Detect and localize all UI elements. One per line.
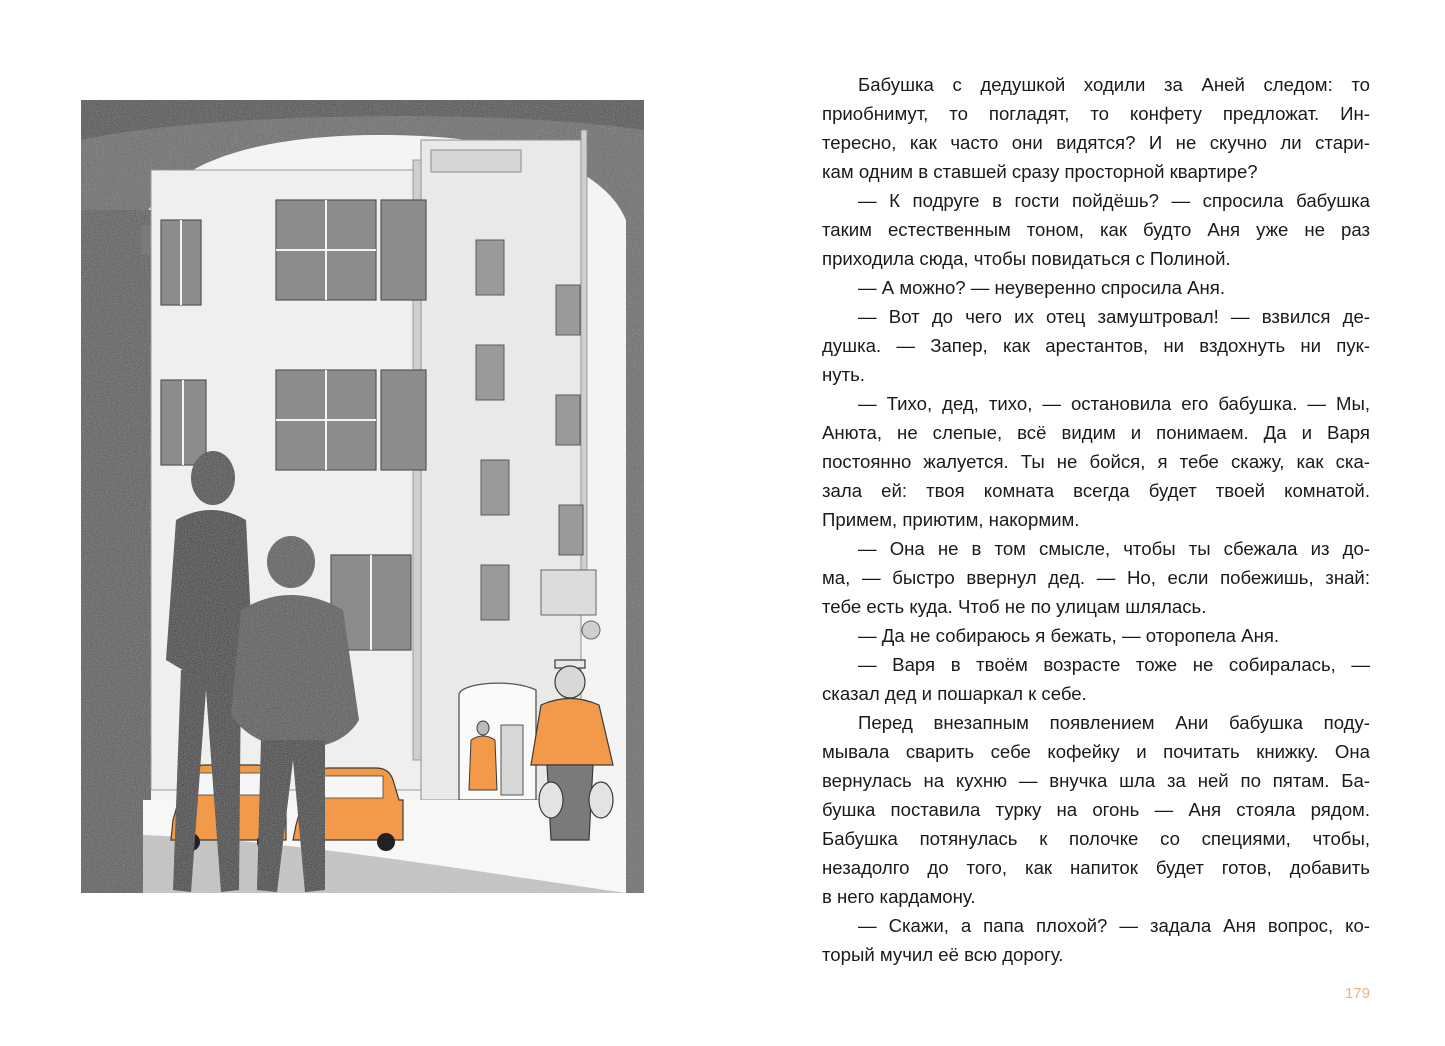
text-line: тебе есть куда. Чтоб не по улицам шлялась.	[822, 596, 1207, 617]
text-line: постоянно жалуется. Ты не бойся, я тебе скажу, как ска-	[822, 451, 1370, 472]
text-line: — Да не собираюсь я бежать, — оторопела Аня.	[858, 625, 1280, 646]
text-line: бушка поставила турку на огонь — Аня стояла рядом.	[822, 799, 1370, 820]
street-scene-illustration	[81, 100, 644, 893]
text-line: — Вот до чего их отец замуштровал! — взвился де-	[858, 306, 1370, 327]
text-line: — Скажи, а папа плохой? — задала Аня вопрос, ко-	[858, 915, 1370, 936]
text-line: — А можно? — неуверенно спросила Аня.	[858, 277, 1225, 298]
text-line: Бабушка с дедушкой ходили за Аней следом: то	[858, 74, 1370, 95]
text-line: приобнимут, то погладят, то конфету предложат. Ин-	[822, 103, 1370, 124]
text-line: Анюта, не слепые, всё видим и понимаем. Да и Варя	[822, 422, 1370, 443]
text-line: приходила сюда, чтобы повидаться с Полиной.	[822, 248, 1231, 269]
text-line: тересно, как часто они видятся? И не скучно ли стари-	[822, 132, 1370, 153]
text-line: торый мучил её всю дорогу.	[822, 944, 1064, 965]
text-line: нуть.	[822, 364, 865, 385]
text-line: Перед внезапным появлением Ани бабушка поду-	[858, 712, 1370, 733]
page-number: 179	[1344, 985, 1370, 1002]
page-text	[822, 70, 1370, 969]
text-line: — Варя в твоём возрасте тоже не собиралась, —	[858, 654, 1370, 675]
text-line: — Она не в том смысле, чтобы ты сбежала из до-	[858, 538, 1370, 559]
text-line: Примем, приютим, накормим.	[822, 509, 1080, 530]
text-line: зала ей: твоя комната всегда будет твоей комнатой.	[822, 480, 1370, 501]
illustration-drawing	[81, 100, 644, 893]
text-line: незадолго до того, как напиток будет готов, добавить	[822, 857, 1370, 878]
text-line: мывала сварить себе кофейку и почитать книжку. Она	[822, 741, 1370, 762]
text-line: ма, — быстро ввернул дед. — Но, если побежишь, знай:	[822, 567, 1370, 588]
text-line: — К подруге в гости пойдёшь? — спросила бабушка	[858, 190, 1370, 211]
text-column	[822, 70, 1370, 969]
text-line: в него кардамону.	[822, 886, 976, 907]
text-line: Бабушка потянулась к полочке со специями, чтобы,	[822, 828, 1370, 849]
text-line: — Тихо, дед, тихо, — остановила его бабушка. — Мы,	[858, 393, 1370, 414]
text-line: вернулась на кухню — внучка шла за ней по пятам. Ба-	[822, 770, 1370, 791]
text-line: таким естественным тоном, как будто Аня уже не раз	[822, 219, 1370, 240]
text-line: кам одним в ставшей сразу просторной квартире?	[822, 161, 1258, 182]
text-line: душка. — Запер, как арестантов, ни вздохнуть ни пук-	[822, 335, 1370, 356]
text-line: сказал дед и пошаркал к себе.	[822, 683, 1087, 704]
